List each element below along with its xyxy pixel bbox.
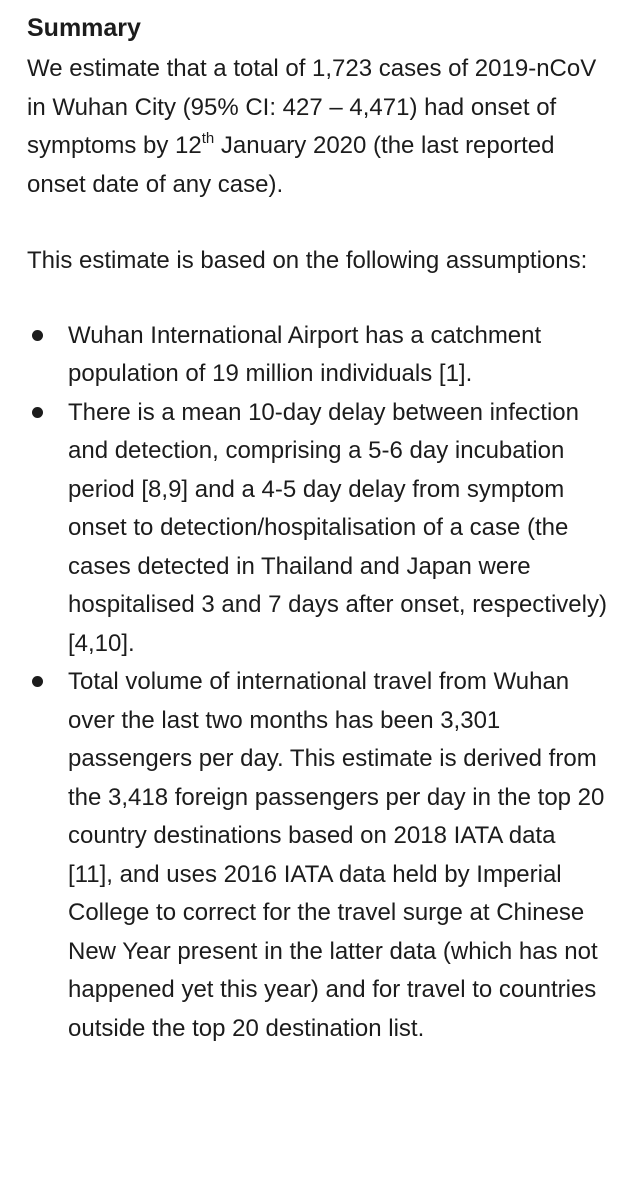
summary-paragraph-assumptions-intro: This estimate is based on the following assumptions: bbox=[27, 247, 588, 274]
summary-paragraph-estimate bbox=[27, 50, 607, 204]
date-ordinal-suffix: th bbox=[201, 130, 215, 147]
assumptions-list bbox=[27, 317, 607, 1049]
list-item-text: There is a mean 10-day delay between infection and detection, comprising a 5-6 day incubation period [8,9] and a 4-5 day delay from symptom onset to detection/hospitalisation of a case (the cases detected in Thailand and Japan were hospitalised 3 and 7 days after onset, respectively) [4,10]. bbox=[68, 398, 607, 657]
estimate-text-continued: January 2020 (the last reported onset date of any case). bbox=[27, 132, 555, 198]
summary-section bbox=[27, 10, 607, 1048]
list-item bbox=[27, 663, 607, 1048]
list-item bbox=[27, 317, 607, 394]
list-item-text: Total volume of international travel from Wuhan over the last two months has been 3,301 passengers per day. This estimate is derived from the 3,418 foreign passengers per day in the top 20 country destinations based on 2018 IATA data [11], and uses 2016 IATA data held by Imperial College to correct for the travel surge at Chinese New Year present in the latter data (which has not happened yet this year) and for travel to countries outside the top 20 destination list. bbox=[68, 668, 605, 1042]
estimate-text: We estimate that a total of 1,723 cases of 2019-nCoV in Wuhan City (95% CI: 427 – 4,471) had onset of symptoms by 12 bbox=[27, 55, 597, 159]
bullet-icon bbox=[32, 407, 43, 418]
list-item-text: Wuhan International Airport has a catchment population of 19 million individuals [1]. bbox=[68, 321, 542, 387]
summary-heading: Summary bbox=[27, 14, 141, 42]
bullet-icon bbox=[32, 330, 43, 341]
bullet-icon bbox=[32, 676, 43, 687]
list-item bbox=[27, 394, 607, 664]
